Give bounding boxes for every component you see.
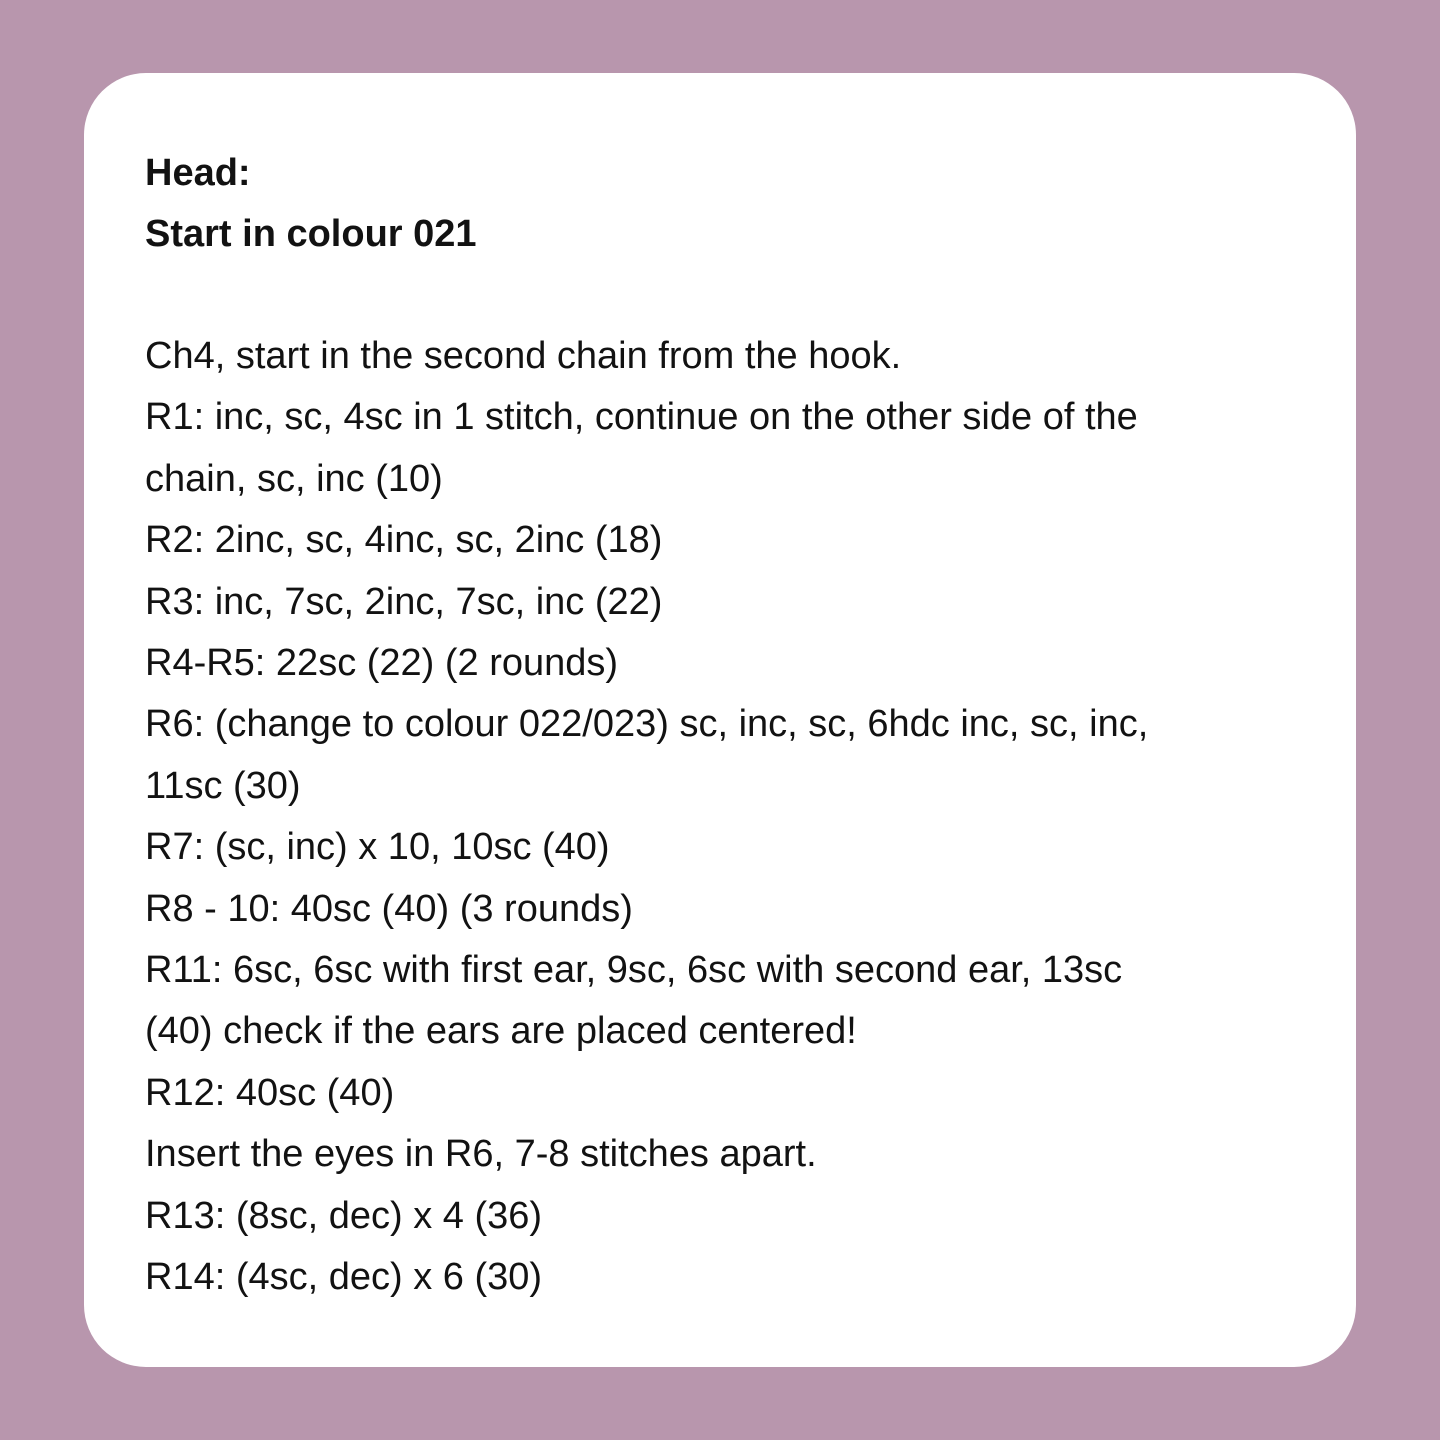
section-title: Head: (145, 152, 251, 194)
instruction-line: R7: (sc, inc) x 10, 10sc (40) (145, 826, 610, 869)
instruction-line: R13: (8sc, dec) x 4 (36) (145, 1194, 543, 1237)
section-subtitle: Start in colour 021 (145, 213, 477, 255)
instruction-line: R3: inc, 7sc, 2inc, 7sc, inc (22) (145, 580, 663, 623)
instruction-line: 11sc (30) (145, 764, 301, 807)
instruction-line: Ch4, start in the second chain from the hook. (145, 335, 902, 377)
instruction-line: R6: (change to colour 022/023) sc, inc, sc, 6hdc inc, sc, inc, (145, 703, 1149, 746)
spacer (145, 265, 1305, 326)
instruction-line: R14: (4sc, dec) x 6 (30) (145, 1256, 543, 1299)
instruction-line: R4-R5: 22sc (22) (2 rounds) (145, 642, 619, 685)
pattern-content (145, 143, 1305, 1309)
instruction-line: chain, sc, inc (10) (145, 457, 443, 500)
instruction-line: R8 - 10: 40sc (40) (3 rounds) (145, 887, 633, 930)
instruction-line: R12: 40sc (40) (145, 1071, 395, 1114)
instruction-line: (40) check if the ears are placed centered! (145, 1010, 857, 1053)
instruction-line: R1: inc, sc, 4sc in 1 stitch, continue on the other side of the (145, 396, 1138, 439)
instruction-line: Insert the eyes in R6, 7-8 stitches apart. (145, 1133, 817, 1176)
instruction-line: R2: 2inc, sc, 4inc, sc, 2inc (18) (145, 519, 663, 562)
pattern-card (84, 73, 1356, 1367)
instruction-line: R11: 6sc, 6sc with first ear, 9sc, 6sc with second ear, 13sc (145, 949, 1123, 992)
